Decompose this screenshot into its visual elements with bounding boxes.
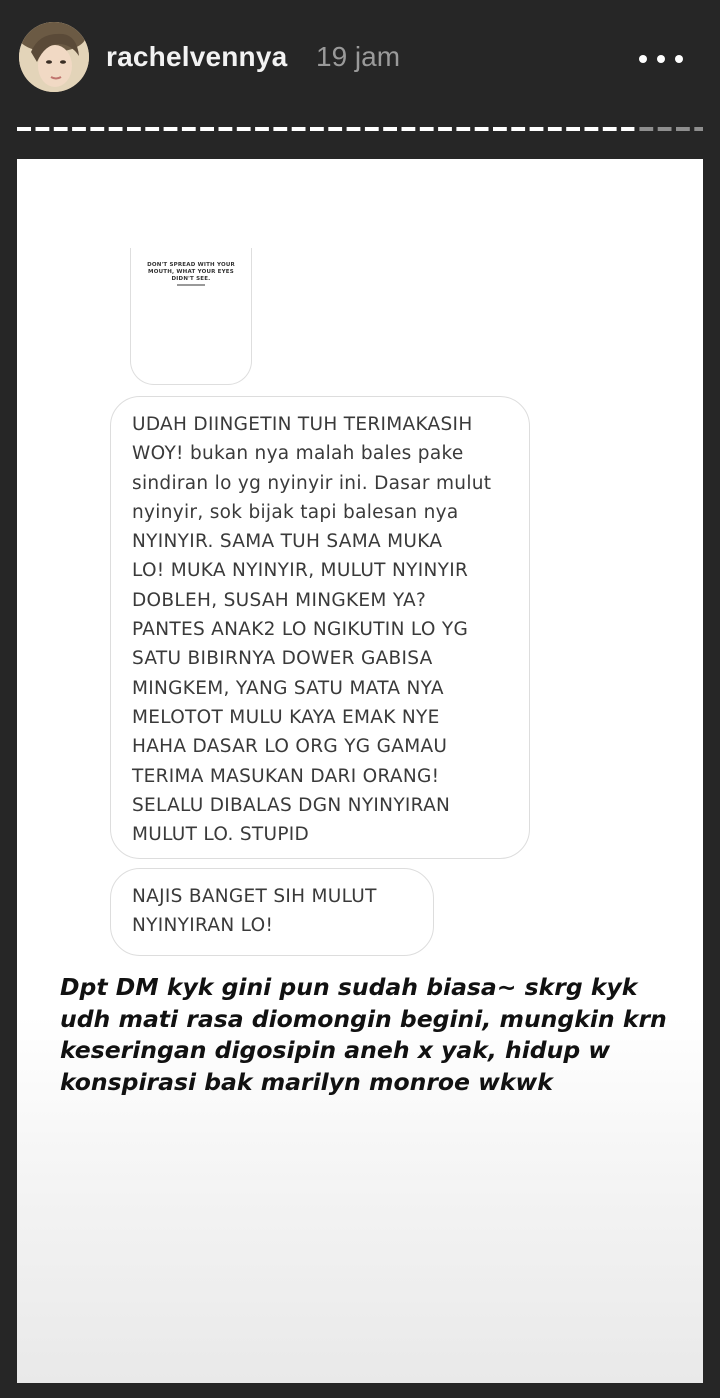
message-line: MINGKEM, YANG SATU MATA NYA [132, 677, 444, 699]
dm-screenshot [110, 258, 600, 960]
message-line: TERIMA MASUKAN DARI ORANG! [132, 765, 440, 787]
caption-line: keseringan digosipin aneh x yak, hidup w [60, 1036, 611, 1064]
message-line: DOBLEH, SUSAH MINGKEM YA? [132, 589, 427, 611]
image-message [130, 248, 252, 385]
message-line: NYINYIR. SAMA TUH SAMA MUKA [132, 531, 443, 553]
message-bubble [110, 868, 434, 956]
message-line: NYINYIRAN LO! [132, 915, 274, 937]
message-line: UDAH DIINGETIN TUH TERIMAKASIH [132, 414, 473, 435]
message-line: sindiran lo yg nyinyir ini. Dasar mulut [132, 472, 492, 494]
image-signature [177, 284, 205, 286]
message-line: MELOTOT MULU KAYA EMAK NYE [132, 706, 440, 728]
caption-line: konspirasi bak marilyn monroe wkwk [60, 1067, 553, 1096]
message-line: HAHA DASAR LO ORG YG GAMAU [132, 736, 448, 758]
username[interactable]: rachelvennya [106, 41, 288, 72]
message-line: SATU BIBIRNYA DOWER GABISA [132, 648, 433, 670]
message-line: WOY! bukan nya malah bales pake [132, 443, 464, 465]
story-header [0, 0, 720, 120]
more-horizontal-icon[interactable] [634, 40, 690, 80]
caption-line: udh mati rasa diomongin begini, mungkin krn [60, 1004, 667, 1033]
message-line: nyinyir, sok bijak tapi balesan nya [132, 501, 459, 523]
story-timestamp: 19 jam [316, 41, 401, 72]
message-bubble [110, 396, 530, 859]
message-line: PANTES ANAK2 LO NGIKUTIN LO YG [132, 619, 469, 641]
avatar[interactable] [19, 22, 89, 92]
story-progress-bar [17, 126, 703, 132]
message-line: LO! MUKA NYINYIR, MULUT NYINYIR [132, 560, 469, 582]
message-line: SELALU DIBALAS DGN NYINYIRAN [132, 794, 451, 816]
message-line: MULUT LO. STUPID [132, 824, 310, 846]
image-message-text: DON'T SPREAD WITH YOUR MOUTH, WHAT YOUR EYES DIDN'T SEE. [147, 262, 235, 282]
caption-line: Dpt DM kyk gini pun sudah biasa~ skrg kyk [60, 973, 638, 1001]
message-line: NAJIS BANGET SIH MULUT [132, 886, 377, 907]
story-content[interactable] [17, 159, 703, 1383]
story-caption [60, 972, 700, 1098]
